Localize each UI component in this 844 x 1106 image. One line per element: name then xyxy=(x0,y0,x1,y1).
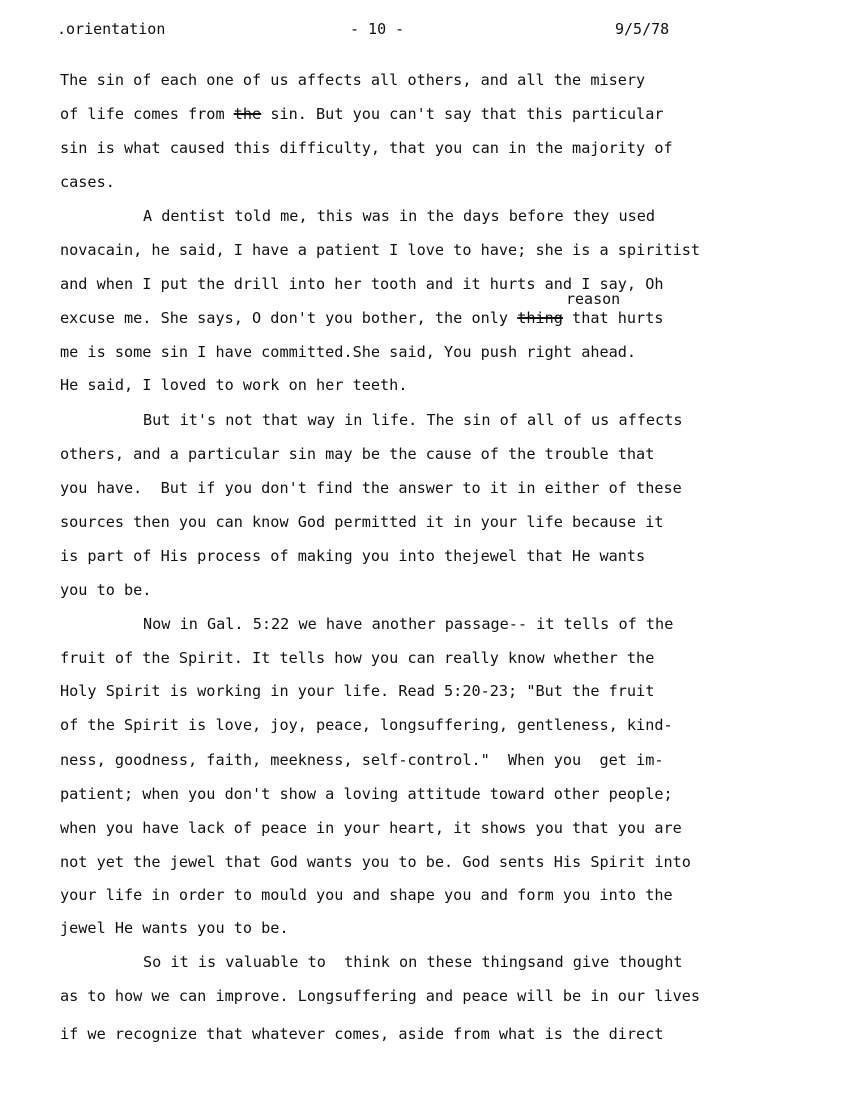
text-line: others, and a particular sin may be the cause of the trouble that xyxy=(60,445,655,463)
struck-word: thing xyxy=(517,309,563,327)
text-line: sin is what caused this difficulty, that you can in the majority of xyxy=(60,139,673,157)
text-line: jewel He wants you to be. xyxy=(60,919,289,937)
text-line: you to be. xyxy=(60,581,152,599)
text-line: So it is valuable to think on these thingsand give thought xyxy=(143,953,683,971)
text-line: novacain, he said, I have a patient I love to have; she is a spiritist xyxy=(60,241,701,259)
text-line: sources then you can know God permitted it in your life because it xyxy=(60,513,664,531)
text-line: fruit of the Spirit. It tells how you can really know whether the xyxy=(60,649,655,667)
text-line: But it's not that way in life. The sin of all of us affects xyxy=(143,411,683,429)
text-line: Holy Spirit is working in your life. Read 5:20-23; "But the fruit xyxy=(60,682,655,700)
line-text-after: that hurts xyxy=(562,309,664,327)
text-line xyxy=(60,104,664,124)
text-line: me is some sin I have committed.She said, You push right ahead. xyxy=(60,343,637,361)
struck-word: the xyxy=(233,105,262,123)
text-line: He said, I loved to work on her teeth. xyxy=(60,376,408,394)
text-line: your life in order to mould you and shape you and form you into the xyxy=(60,886,673,904)
text-line: The sin of each one of us affects all others, and all the misery xyxy=(60,71,646,89)
text-line: not yet the jewel that God wants you to be. God sents His Spirit into xyxy=(60,853,691,871)
line-text-before: excuse me. She says, O don't you bother, the only xyxy=(60,309,518,327)
text-line: A dentist told me, this was in the days before they used xyxy=(143,207,656,225)
text-line xyxy=(60,308,664,328)
text-line: if we recognize that whatever comes, aside from what is the direct xyxy=(60,1025,664,1043)
page-number: - 10 - xyxy=(350,20,405,38)
text-line: ness, goodness, faith, meekness, self-control." When you get im- xyxy=(60,751,664,769)
text-line: cases. xyxy=(60,173,115,191)
text-line: of the Spirit is love, joy, peace, longsuffering, gentleness, kind- xyxy=(60,716,673,734)
text-line: and when I put the drill into her tooth and it hurts and I say, Oh xyxy=(60,275,664,293)
section-label: .orientation xyxy=(57,20,166,38)
line-text-after: sin. But you can't say that this particular xyxy=(261,105,664,123)
text-line: as to how we can improve. Longsuffering and peace will be in our lives xyxy=(60,987,701,1005)
text-line: is part of His process of making you into thejewel that He wants xyxy=(60,547,646,565)
page-date: 9/5/78 xyxy=(615,20,670,38)
interlinear-correction: reason xyxy=(566,290,621,308)
line-text-before: of life comes from xyxy=(60,105,234,123)
text-line: you have. But if you don't find the answer to it in either of these xyxy=(60,479,682,497)
text-line: when you have lack of peace in your heart, it shows you that you are xyxy=(60,819,682,837)
text-line: Now in Gal. 5:22 we have another passage-- it tells of the xyxy=(143,615,674,633)
text-line: patient; when you don't show a loving attitude toward other people; xyxy=(60,785,673,803)
